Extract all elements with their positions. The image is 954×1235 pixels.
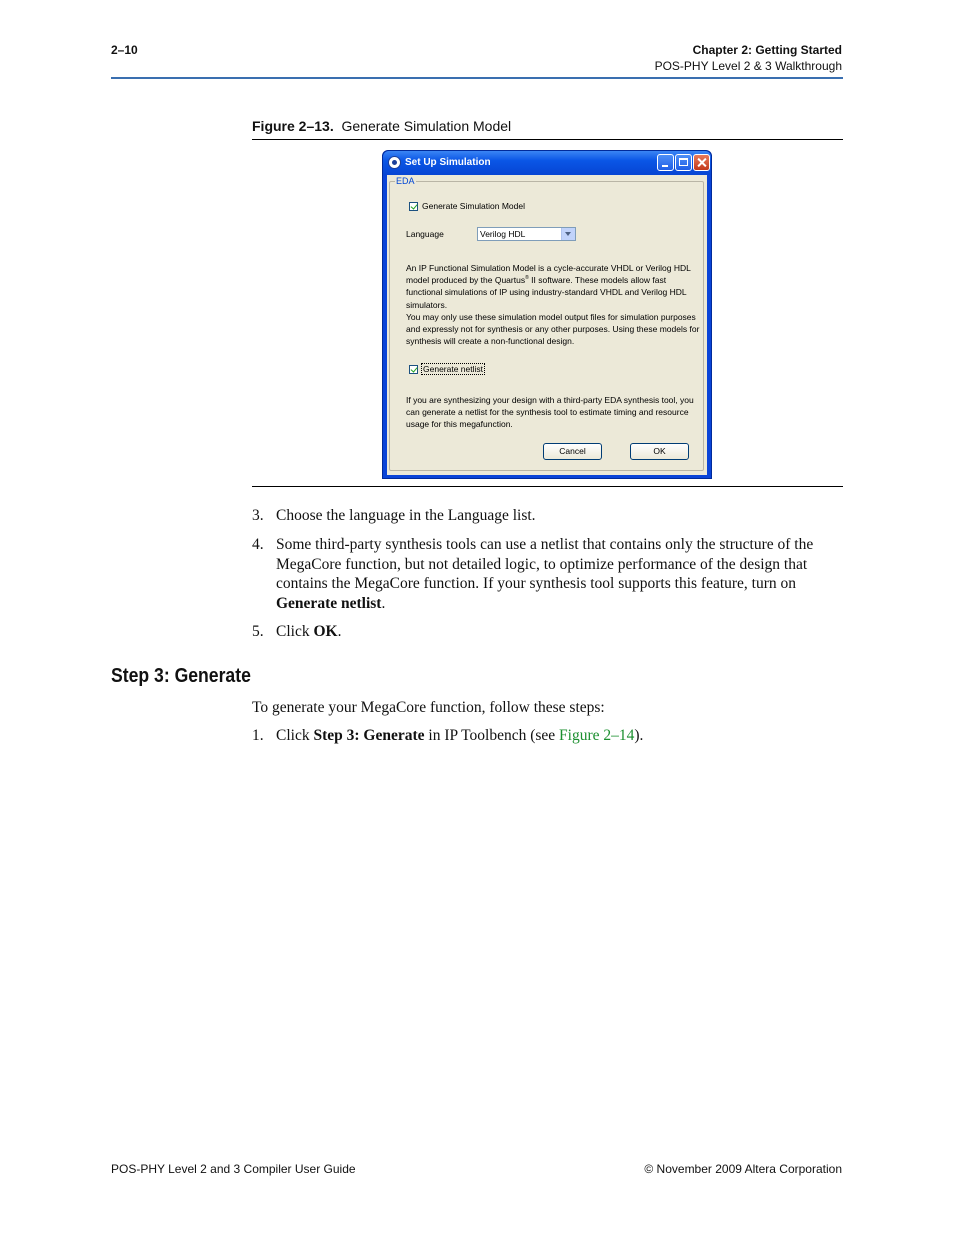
netlist-description: If you are synthesizing your design with a third-party EDA synthesis tool, you can generate a netlist for the synthesis tool to estimate timing and resource usage for this megafunction. — [406, 395, 694, 430]
step-text-mid: in IP Toolbench (see — [424, 727, 560, 744]
maximize-icon[interactable] — [675, 154, 692, 171]
simulation-model-description — [406, 262, 700, 347]
language-selected-value: Verilog HDL — [480, 229, 526, 239]
figure-link[interactable]: Figure 2–14 — [559, 727, 635, 744]
footer-guide-title: POS-PHY Level 2 and 3 Compiler User Guide — [111, 1162, 356, 1176]
app-icon — [388, 156, 401, 169]
section-heading: Step 3: Generate — [111, 665, 251, 687]
ok-button[interactable]: OK — [630, 443, 689, 460]
step-text: Choose the language in the Language list. — [276, 507, 536, 524]
section-intro: To generate your MegaCore function, follow these steps: — [252, 699, 605, 716]
list-item — [252, 726, 852, 746]
figure-rule-bottom — [252, 486, 843, 487]
list-text — [276, 726, 836, 746]
generate-simulation-model-label: Generate Simulation Model — [422, 201, 526, 211]
description-part-1a: An IP Functional Simulation Model is a cycle-accurate VHDL or Verilog HDL model produced by the Quartus — [406, 263, 691, 286]
section-title: POS-PHY Level 2 & 3 Walkthrough — [654, 59, 842, 73]
list-number: 3. — [252, 507, 264, 524]
dialog-client-area — [387, 175, 707, 475]
step-text: Click — [276, 727, 314, 744]
list-item — [252, 535, 852, 615]
description-part-2: You may only use these simulation model output files for simulation purposes and expressly not for synthesis or any other purposes. Using these models for synthesis will create a non-functional design. — [406, 311, 700, 347]
language-label: Language — [406, 229, 444, 239]
step-text-end: . — [337, 623, 342, 640]
close-icon[interactable] — [693, 154, 710, 171]
step-text-end: ). — [634, 727, 644, 744]
step-text: Click — [276, 623, 314, 640]
page-number: 2–10 — [111, 43, 138, 57]
figure-rule-top — [252, 139, 843, 140]
list-text — [276, 622, 836, 642]
footer-copyright: © November 2009 Altera Corporation — [644, 1162, 842, 1176]
generate-simulation-model-checkbox[interactable] — [409, 202, 418, 211]
language-select[interactable] — [477, 227, 576, 241]
list-number: 4. — [252, 536, 264, 553]
figure-caption — [252, 118, 511, 134]
eda-group-label: EDA — [396, 176, 415, 186]
eda-groupbox — [389, 176, 704, 471]
list-text — [276, 506, 836, 526]
figure-title: Generate Simulation Model — [341, 118, 512, 134]
list-item — [252, 622, 852, 642]
cancel-button[interactable]: Cancel — [543, 443, 602, 460]
generate-netlist-label: Generate netlist — [423, 364, 484, 374]
list-text — [276, 535, 836, 613]
dialog-titlebar[interactable] — [383, 151, 711, 175]
setup-simulation-dialog — [382, 150, 712, 479]
step-emphasis: OK — [313, 623, 338, 640]
minimize-icon[interactable] — [657, 154, 674, 171]
step-text: Some third-party synthesis tools can use a netlist that contains only the structure of the MegaCore function, but not detailed logic, to optimize performance of the design that contains the MegaCore function. If your synthesis tool supports this feature, turn on — [276, 536, 814, 592]
step-emphasis: Step 3: Generate — [313, 727, 425, 744]
list-item — [252, 506, 852, 526]
header-rule — [111, 77, 843, 79]
dialog-title: Set Up Simulation — [405, 157, 491, 168]
figure-label: Figure 2–13. — [252, 118, 334, 134]
generate-netlist-checkbox[interactable] — [409, 365, 418, 374]
step-emphasis: Generate netlist — [276, 594, 382, 612]
step-text-end: . — [381, 594, 386, 612]
description-part-1b: II software. These models allow fast functional simulations of IP using industry-standard VHDL and Verilog HDL simulators. — [406, 275, 687, 310]
registered-mark: ® — [525, 275, 529, 282]
chevron-down-icon[interactable] — [561, 228, 575, 240]
chapter-title: Chapter 2: Getting Started — [692, 43, 842, 57]
list-number: 1. — [252, 727, 264, 744]
list-number: 5. — [252, 623, 264, 640]
